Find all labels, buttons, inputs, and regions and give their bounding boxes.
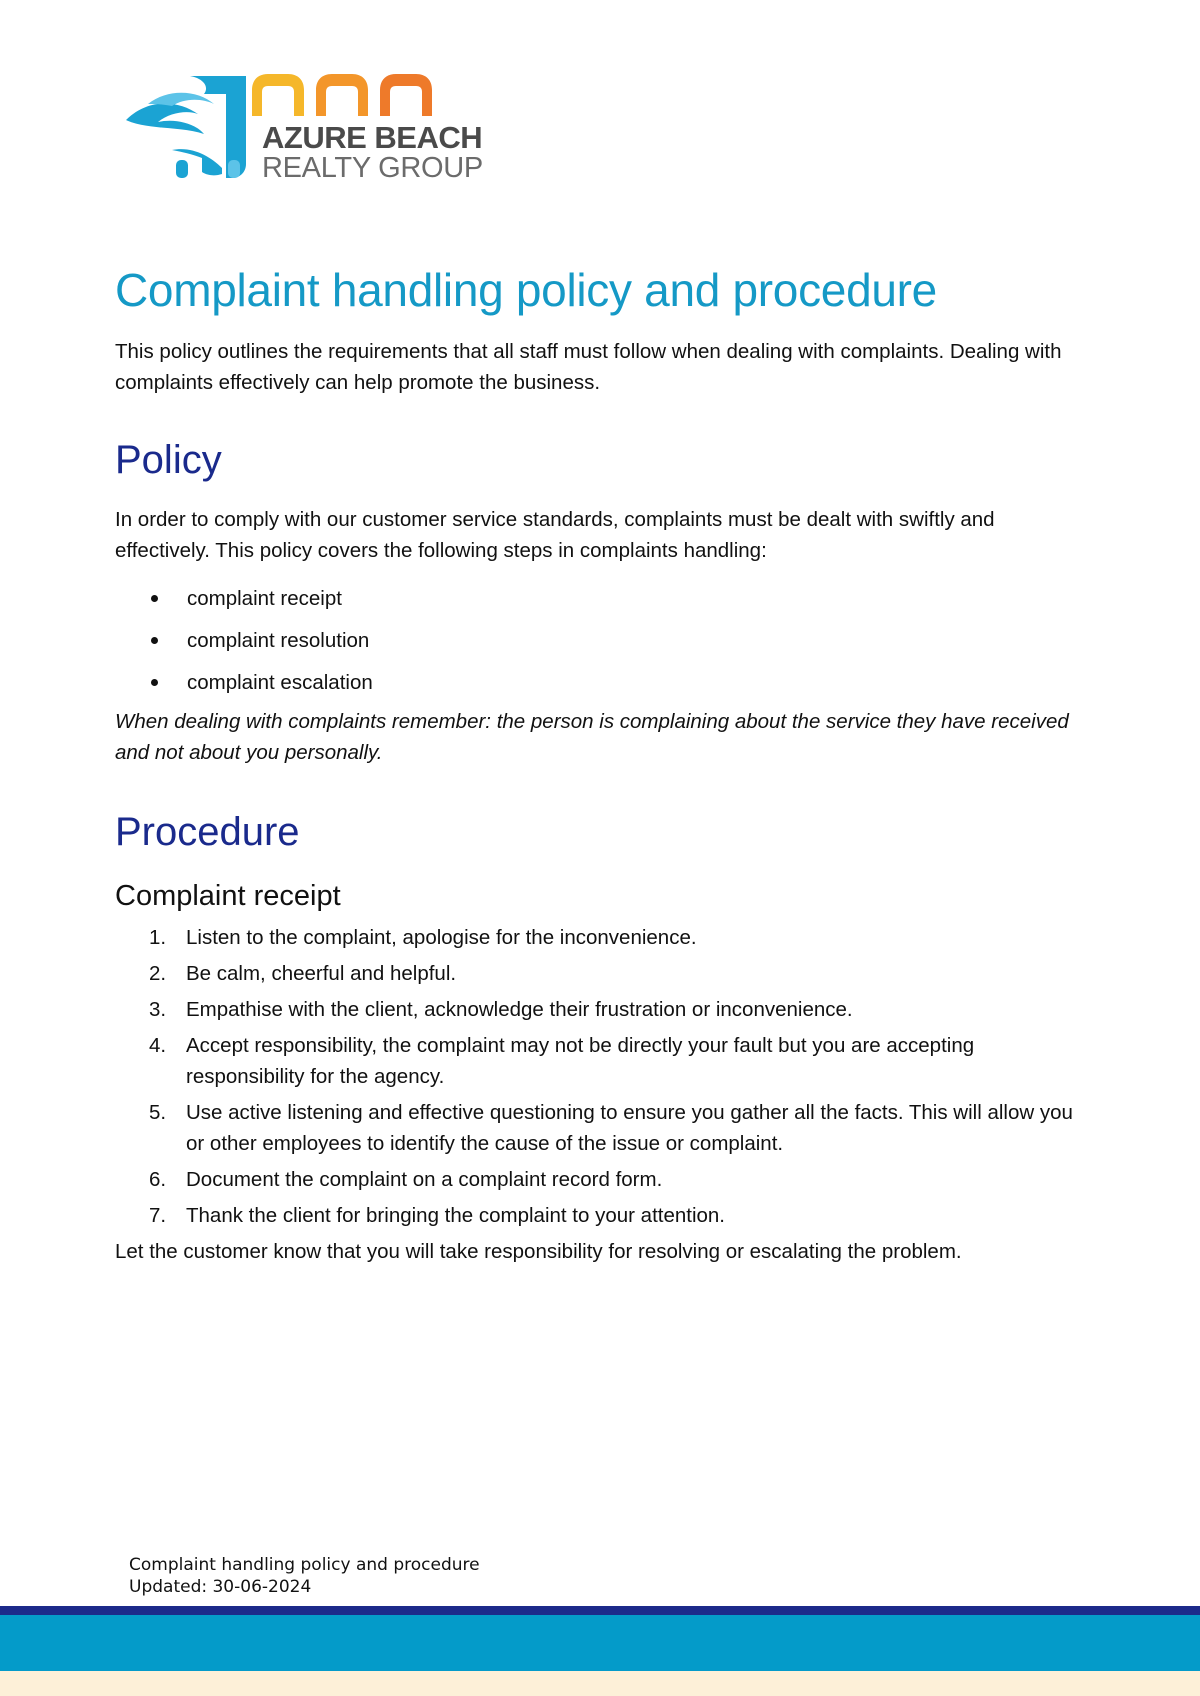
step-number: 3.	[149, 998, 167, 1021]
list-item	[115, 994, 1075, 1025]
footer-updated-date: Updated: 30-06-2024	[129, 1577, 312, 1597]
bullet-icon	[151, 637, 158, 644]
list-item-text: complaint escalation	[187, 671, 373, 694]
list-item	[115, 922, 1075, 953]
step-text: Empathise with the client, acknowledge their frustration or inconvenience.	[186, 998, 853, 1021]
step-text: Thank the client for bringing the complaint to your attention.	[186, 1204, 726, 1227]
footer-band-sand	[0, 1671, 1200, 1696]
step-text: Listen to the complaint, apologise for the inconvenience.	[186, 926, 697, 949]
step-number: 6.	[149, 1168, 167, 1191]
logo-text-primary: AZURE BEACH	[262, 120, 483, 155]
policy-heading: Policy	[115, 438, 222, 482]
page-footer	[129, 1554, 480, 1598]
document-body	[115, 258, 1075, 1267]
logo-text-secondary: REALTY GROUP	[262, 152, 483, 184]
policy-paragraph: In order to comply with our customer service standards, complaints must be dealt with swiftly and effectively. This policy covers the following steps in complaints handling:	[115, 508, 995, 562]
remember-note: When dealing with complaints remember: the person is complaining about the service they have received and not about you personally.	[115, 710, 1069, 764]
step-text: Use active listening and effective questioning to ensure you gather all the facts. This will allow you or other employees to identify the cause of the issue or complaint.	[186, 1101, 1073, 1155]
step-number: 4.	[149, 1034, 167, 1057]
footer-band-blue	[0, 1615, 1200, 1671]
list-item	[115, 662, 1075, 704]
list-item	[115, 958, 1075, 989]
footer-band-dark	[0, 1606, 1200, 1615]
list-item	[115, 1164, 1075, 1195]
list-item-text: complaint resolution	[187, 629, 370, 652]
step-number: 5.	[149, 1101, 167, 1124]
step-text: Document the complaint on a complaint record form.	[186, 1168, 663, 1191]
intro-paragraph: This policy outlines the requirements that all staff must follow when dealing with complaints. Dealing with complaints effectively can help promote the business.	[115, 340, 1062, 394]
list-item	[115, 620, 1075, 662]
footer-title: Complaint handling policy and procedure	[129, 1555, 480, 1575]
step-text: Accept responsibility, the complaint may not be directly your fault but you are accepting responsibility for the agency.	[186, 1034, 975, 1088]
list-item	[115, 1097, 1075, 1159]
complaint-receipt-subheading: Complaint receipt	[115, 880, 341, 912]
company-logo	[118, 68, 498, 188]
list-item	[115, 1030, 1075, 1092]
step-number: 7.	[149, 1204, 167, 1227]
list-item	[115, 578, 1075, 620]
procedure-steps-list	[115, 922, 1075, 1231]
list-item	[115, 1200, 1075, 1231]
bullet-icon	[151, 679, 158, 686]
policy-steps-list	[115, 578, 1075, 704]
procedure-heading: Procedure	[115, 810, 300, 854]
list-item-text: complaint receipt	[187, 587, 342, 610]
step-number: 1.	[149, 926, 167, 949]
document-title: Complaint handling policy and procedure	[115, 264, 937, 316]
bullet-icon	[151, 595, 158, 602]
step-number: 2.	[149, 962, 167, 985]
closing-paragraph: Let the customer know that you will take responsibility for resolving or escalating the problem.	[115, 1240, 962, 1263]
step-text: Be calm, cheerful and helpful.	[186, 962, 457, 985]
